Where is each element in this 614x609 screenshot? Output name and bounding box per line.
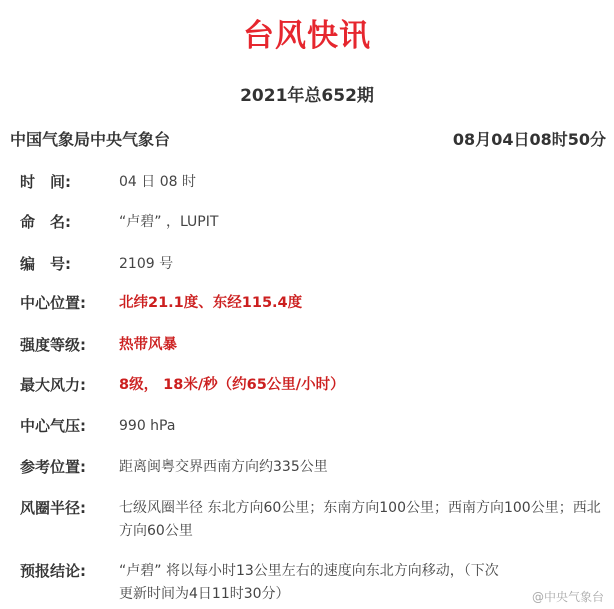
- value-number: 2109 号: [119, 256, 174, 272]
- title: 台风快讯: [243, 18, 371, 54]
- label-intensity: 强度等级:: [20, 336, 86, 354]
- value-reference: 距离闽粤交界西南方向约335公里: [119, 459, 328, 475]
- value-intensity: 热带风暴: [119, 337, 177, 353]
- label-radius: 风圈半径:: [20, 499, 86, 517]
- issued-time: 08月04日08时50分: [452, 130, 606, 149]
- weibo-watermark: @中央气象台: [531, 590, 604, 604]
- label-name: 命 名:: [20, 213, 71, 231]
- label-center: 中心位置:: [20, 294, 86, 312]
- value-max-wind: 8级， 18米/秒（约65公里/小时）: [119, 377, 345, 393]
- value-radius: 七级风圈半径 东北方向60公里；东南方向100公里；西南方向100公里；西北方向60公里: [119, 500, 601, 539]
- value-time: 04 日 08 时: [119, 174, 196, 190]
- label-time: 时 间:: [20, 173, 71, 191]
- value-forecast: “卢碧” 将以每小时13公里左右的速度向东北方向移动，（下次更新时间为4日11时30分）: [119, 563, 499, 602]
- value-pressure: 990 hPa: [119, 418, 176, 434]
- label-number: 编 号:: [20, 255, 71, 273]
- label-reference: 参考位置:: [20, 458, 86, 476]
- value-center: 北纬21.1度、东经115.4度: [119, 295, 303, 311]
- label-pressure: 中心气压:: [20, 417, 86, 435]
- issue-number: 2021年总652期: [240, 86, 374, 106]
- label-max-wind: 最大风力:: [20, 376, 86, 394]
- label-forecast: 预报结论:: [20, 562, 86, 580]
- value-name: “卢碧” ，LUPIT: [119, 214, 219, 230]
- agency-name: 中国气象局中央气象台: [10, 130, 171, 149]
